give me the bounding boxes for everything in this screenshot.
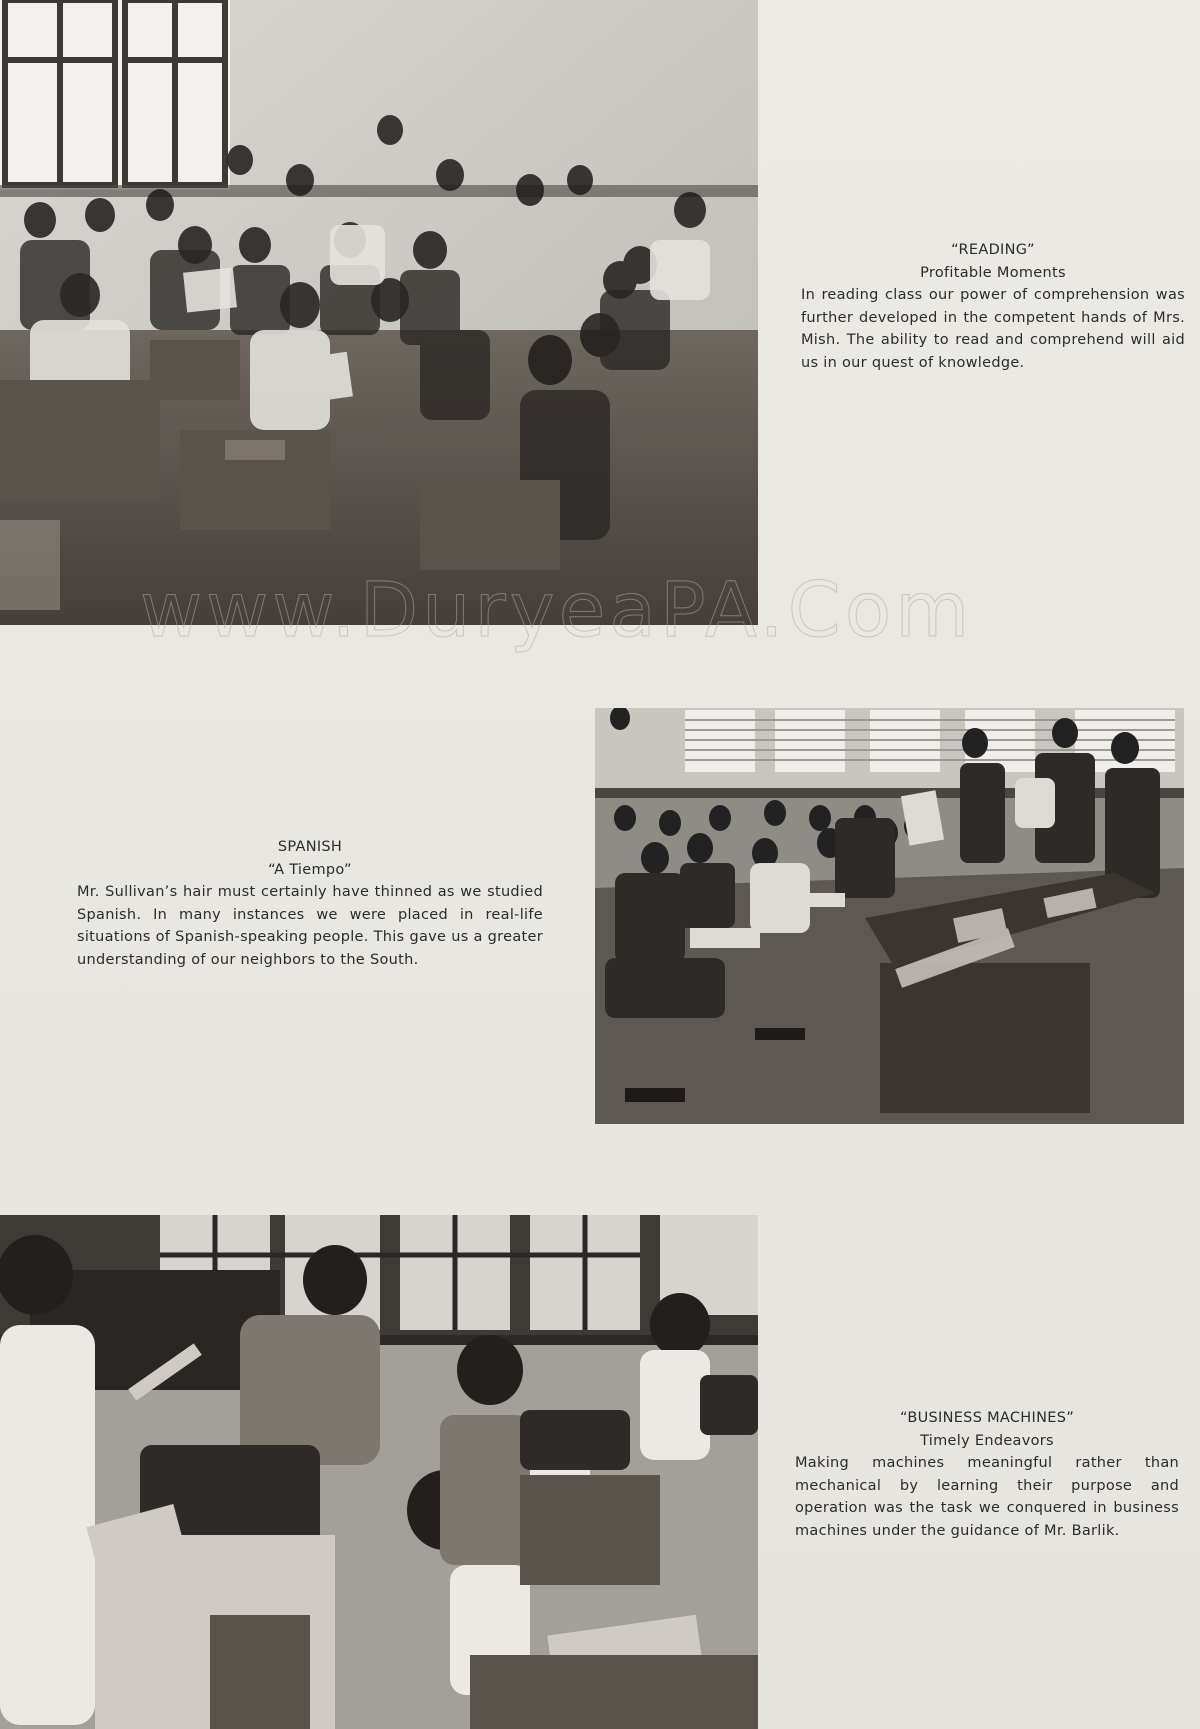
business-machines-subtitle: Timely Endeavors — [920, 1432, 1054, 1449]
spanish-body: Mr. Sullivan’s hair must certainly have thinned as we studied Spanish. In many instances we were placed in real-life situations of Spanish-speaking people. This gave us a greater understanding of our neighbors to the South. — [77, 884, 543, 968]
spanish-caption — [77, 836, 543, 971]
watermark-text: www.DuryeaPA.Com — [140, 565, 974, 654]
reading-body: In reading class our power of comprehension was further developed in the competent hands of Mrs. Mish. The ability to read and comprehend will aid us in our quest of knowledge. — [801, 287, 1185, 371]
spanish-title: SPANISH — [277, 839, 343, 855]
spanish-class-photo — [595, 708, 1184, 1124]
reading-class-photo — [0, 0, 758, 625]
business-machines-body: Making machines meaningful rather than mechanical by learning their purpose and operation was the task we conquered in business machines under the guidance of Mr. Barlik. — [795, 1455, 1179, 1539]
business-machines-photo — [0, 1215, 758, 1729]
reading-subtitle: Profitable Moments — [920, 264, 1066, 281]
business-machines-caption — [795, 1407, 1179, 1542]
spanish-subtitle: “A Tiempo” — [268, 861, 352, 878]
reading-caption — [801, 239, 1185, 374]
reading-title: “READING” — [951, 242, 1035, 258]
business-machines-title: “BUSINESS MACHINES” — [899, 1410, 1075, 1426]
